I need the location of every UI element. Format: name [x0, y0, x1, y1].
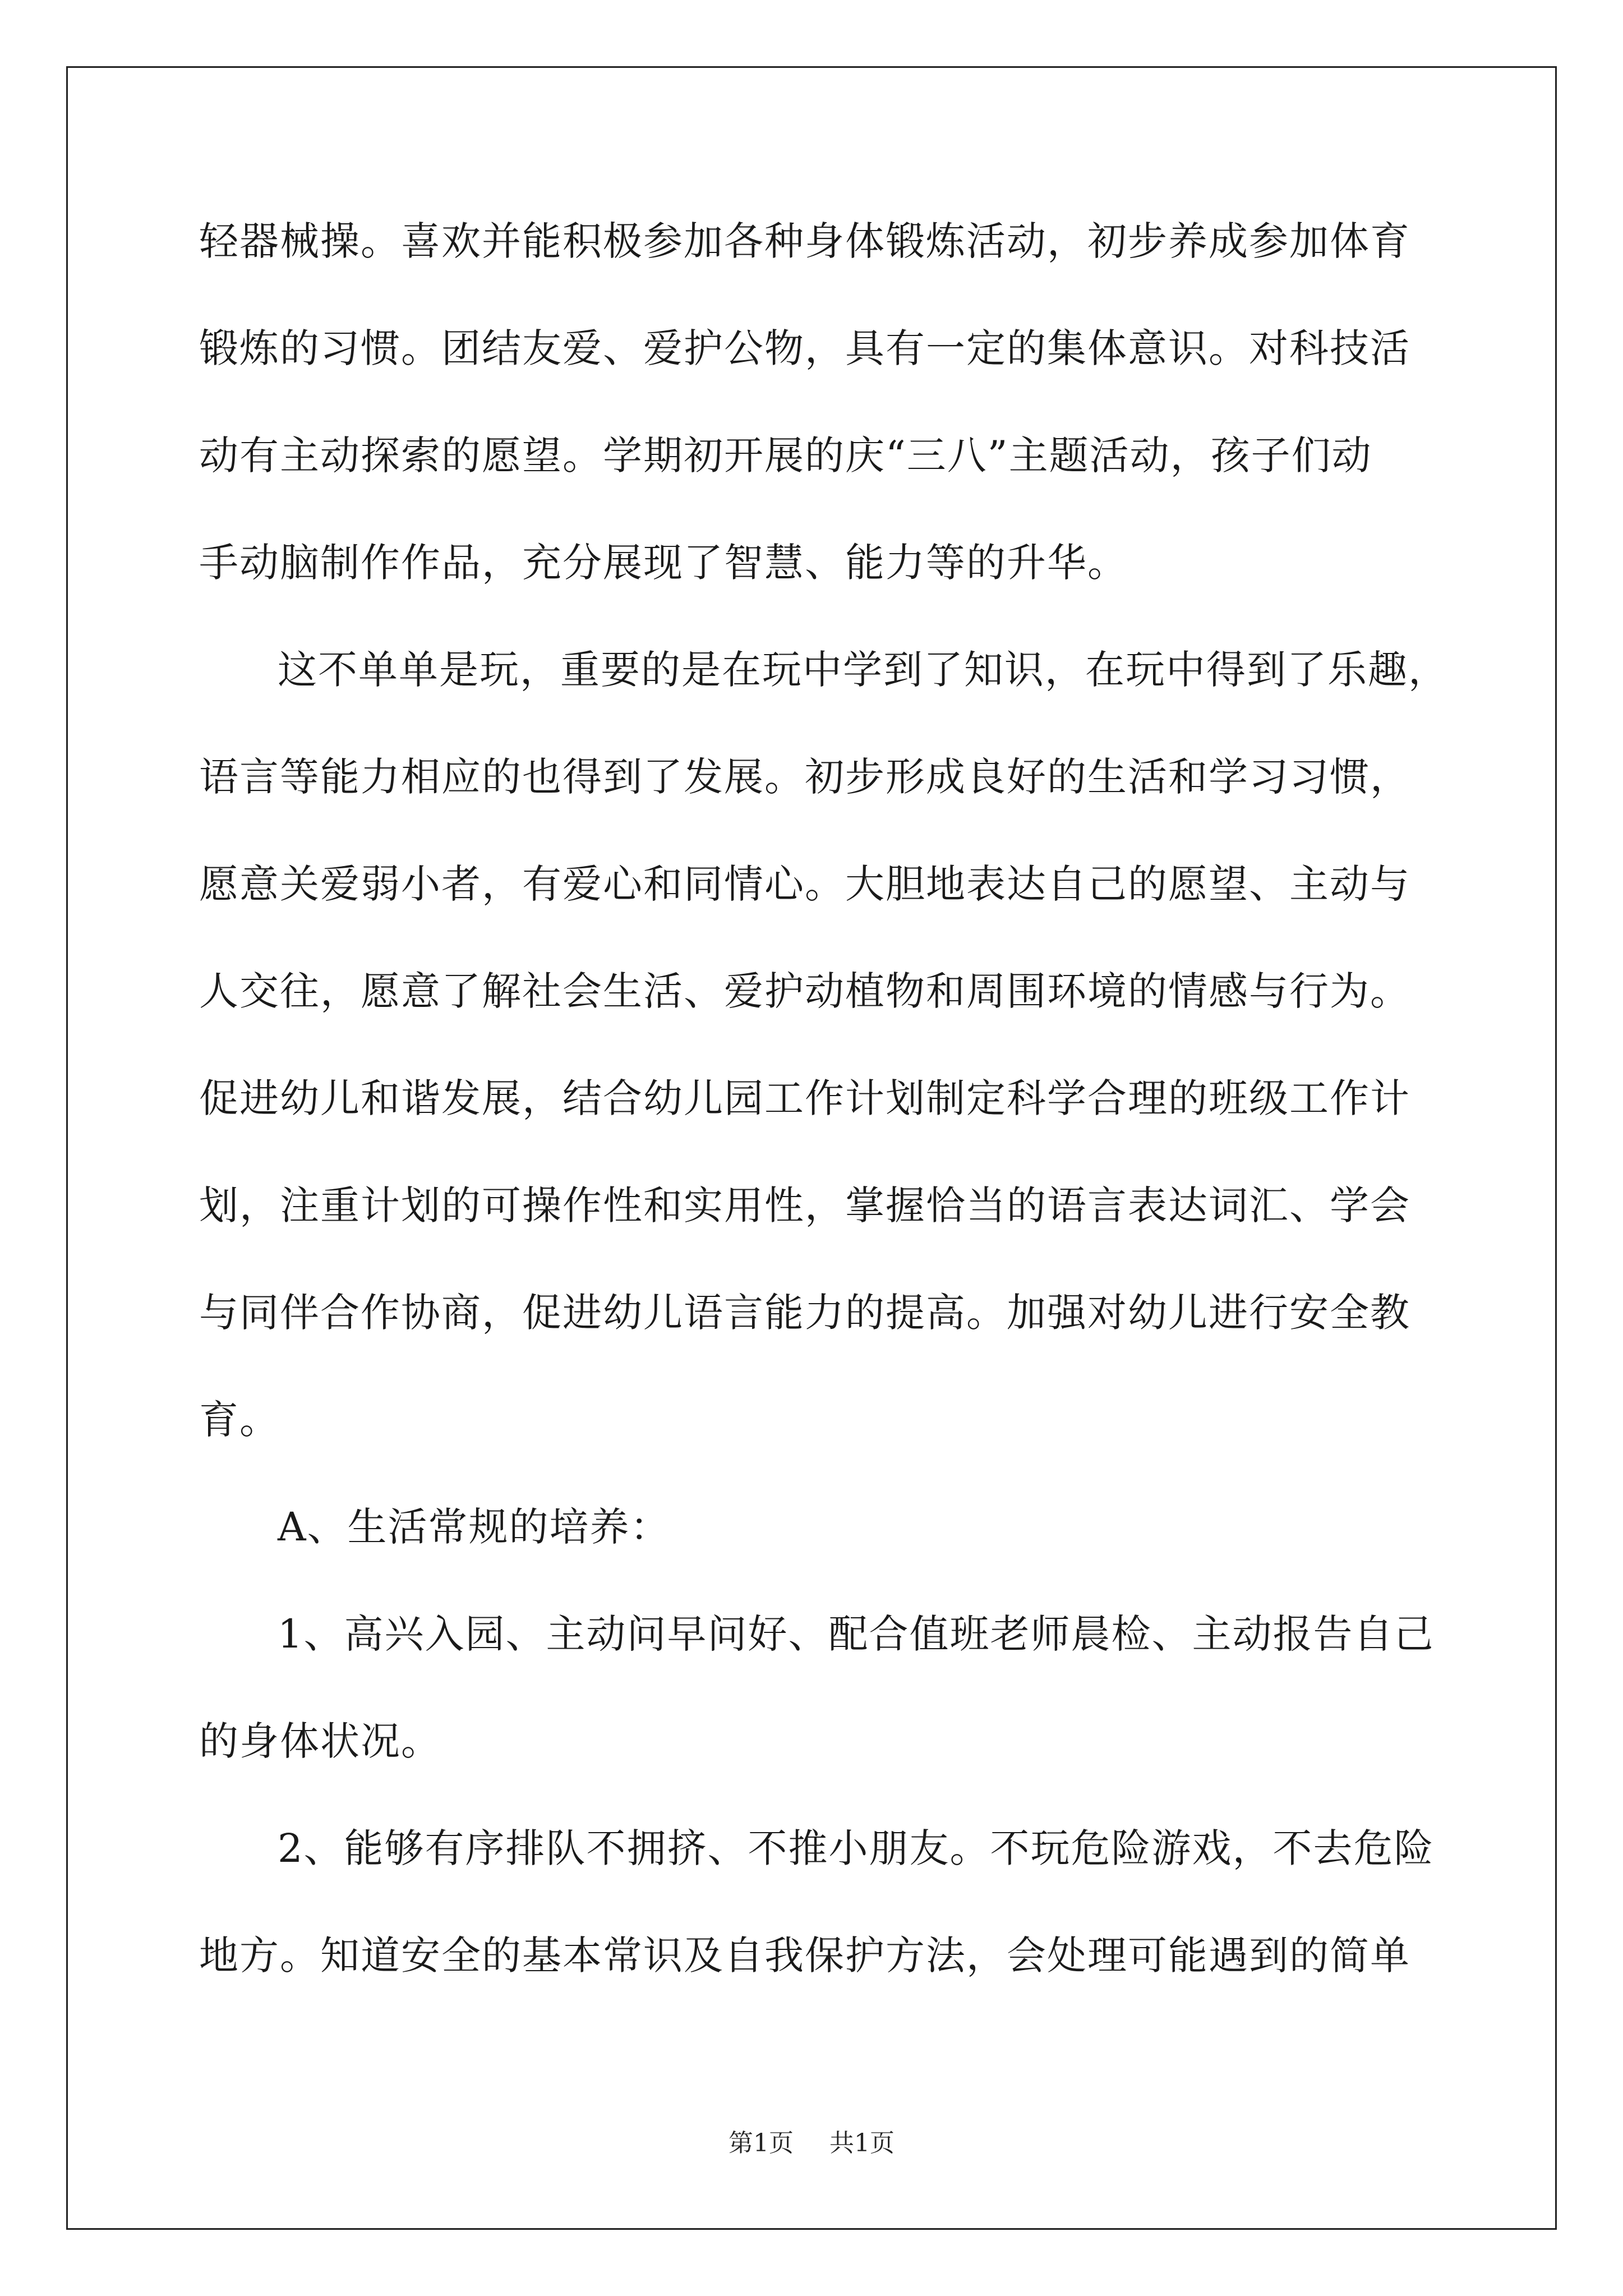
text-line: 的身体状况。 [199, 1718, 441, 1764]
list-item: 2、能够有序排队不拥挤、不推小朋友。不玩危险游戏，不去危险 [278, 1825, 1435, 1871]
document-body [199, 218, 1449, 2043]
text-line: 育。 [199, 1397, 280, 1443]
text-line: 愿意关爱弱小者，有爱心和同情心。大胆地表达自己的愿望、主动与 [199, 861, 1410, 907]
text-line: 与同伴合作协商，促进幼儿语言能力的提高。加强对幼儿进行安全教 [199, 1290, 1410, 1336]
section-heading: A、生活常规的培养： [278, 1504, 671, 1550]
text-line: 语言等能力相应的也得到了发展。初步形成良好的生活和学习习惯， [199, 754, 1410, 800]
page-total: 共1页 [829, 2129, 895, 2157]
text-line: 手动脑制作作品，充分展现了智慧、能力等的升华。 [199, 540, 1128, 586]
text-line: 动有主动探索的愿望。学期初开展的庆“三八”主题活动，孩子们动 [199, 432, 1372, 478]
text-line: 人交往，愿意了解社会生活、爱护动植物和周围环境的情感与行为。 [199, 968, 1410, 1014]
text-line: 划，注重计划的可操作性和实用性，掌握恰当的语言表达词汇、学会 [199, 1182, 1410, 1228]
text-line: 锻炼的习惯。团结友爱、爱护公物，具有一定的集体意识。对科技活 [199, 325, 1410, 371]
text-line: 地方。知道安全的基本常识及自我保护方法，会处理可能遇到的简单 [199, 1932, 1410, 1978]
text-line: 促进幼儿和谐发展，结合幼儿园工作计划制定科学合理的班级工作计 [199, 1075, 1410, 1121]
text-line: 轻器械操。喜欢并能积极参加各种身体锻炼活动，初步养成参加体育 [199, 218, 1410, 264]
list-item: 1、高兴入园、主动问早问好、配合值班老师晨检、主动报告自己 [278, 1611, 1435, 1657]
text-line: 这不单单是玩，重要的是在玩中学到了知识，在玩中得到了乐趣， [278, 647, 1449, 693]
page-number: 第1页 [728, 2129, 794, 2157]
page-footer [0, 2129, 1623, 2157]
